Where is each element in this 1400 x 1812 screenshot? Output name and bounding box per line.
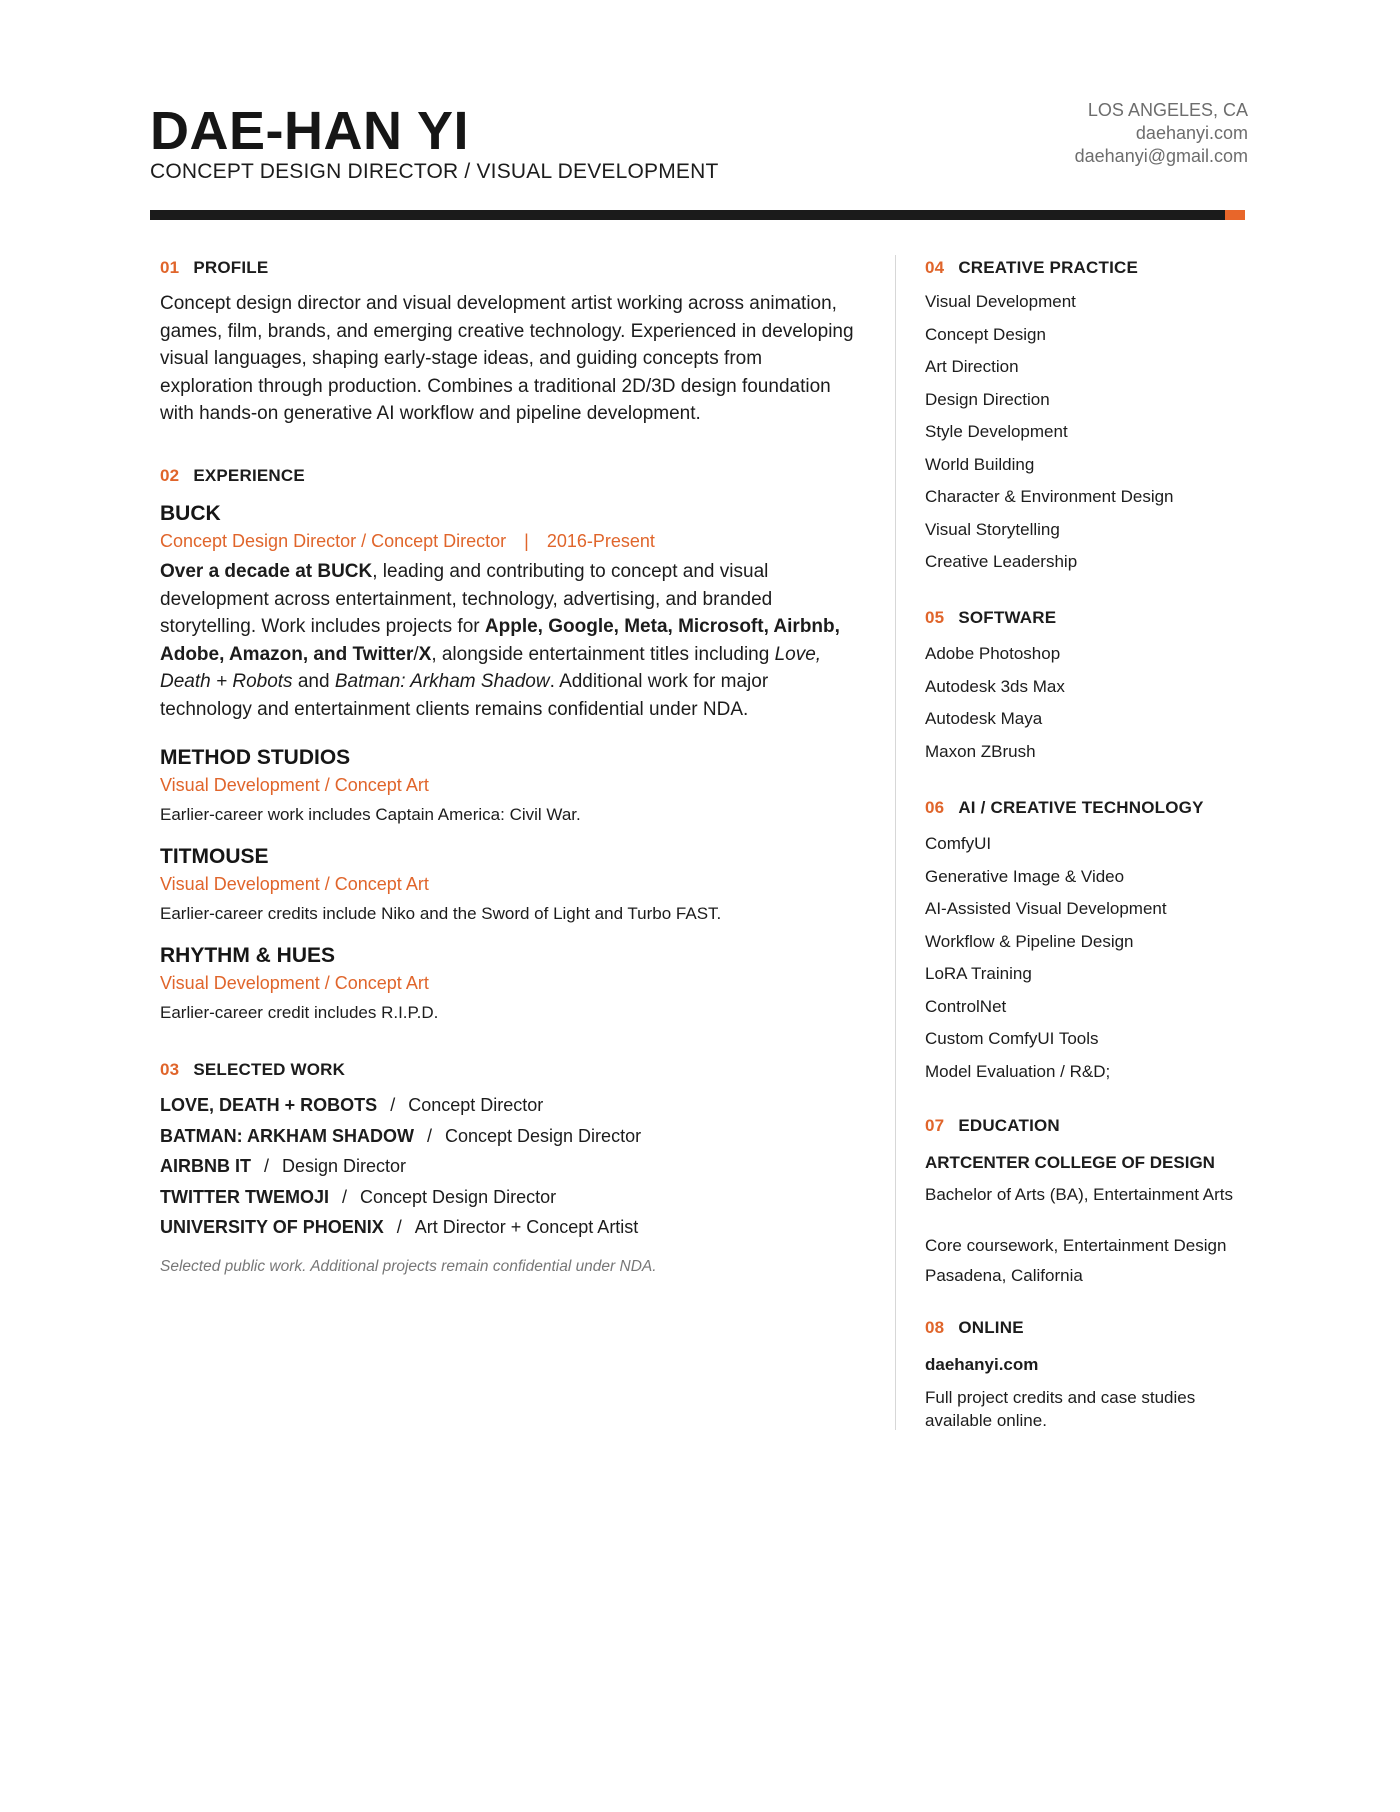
separator: / (264, 1156, 270, 1176)
section-heading-software (925, 608, 1056, 628)
list-item (160, 1212, 641, 1243)
job-dates: 2016-Present (546, 531, 655, 551)
desc-bold-clients: Apple, Google, Meta, Microsoft, Airbnb, Adobe, Amazon, and Twitter (160, 616, 840, 665)
desc-text: , leading and contributing to concept and visual development across entertainment, technology, advertising, and branded storytelling. Work includes projects for (160, 561, 773, 637)
list-item: World Building (925, 454, 1035, 474)
desc-bold-decade: Over a decade at BUCK (160, 561, 373, 582)
desc-italic-ldr: Love, Death + Robots (160, 643, 822, 692)
project-role: Concept Design Director (444, 1125, 642, 1146)
candidate-name: DAE-HAN YI (150, 101, 470, 161)
project-name: UNIVERSITY OF PHOENIX (160, 1217, 384, 1237)
section-number: 05 (925, 608, 945, 627)
list-item: Creative Leadership (925, 552, 1078, 571)
section-number: 01 (160, 258, 180, 277)
project-name: AIRBNB IT (160, 1156, 251, 1176)
location: LOS ANGELES, CA (1087, 100, 1248, 120)
job-role-rhythm: Visual Development / Concept Art (160, 973, 429, 993)
desc-text: . Additional work for major technology and entertainment clients remains confidential under NDA. (160, 671, 769, 720)
list-item (160, 1121, 641, 1152)
section-title: AI / CREATIVE TECHNOLOGY (958, 798, 1204, 817)
project-name: LOVE, DEATH + ROBOTS (160, 1095, 378, 1115)
section-number: 04 (925, 258, 945, 277)
section-number: 02 (160, 466, 180, 485)
project-name: BATMAN: ARKHAM SHADOW (160, 1125, 414, 1146)
job-description-buck (160, 558, 865, 723)
list-item: Visual Storytelling (925, 519, 1060, 539)
section-title: ONLINE (958, 1318, 1024, 1337)
list-item: Model Evaluation / R&D; (925, 1061, 1111, 1081)
section-title: EXPERIENCE (193, 466, 305, 485)
list-item: Design Direction (925, 389, 1050, 409)
list-item: Visual Development (925, 292, 1076, 311)
list-item: Maxon ZBrush (925, 741, 1036, 761)
software-list (925, 638, 1065, 768)
list-item: ComfyUI (925, 834, 992, 853)
list-item: Adobe Photoshop (925, 644, 1061, 663)
project-role: Concept Design Director (360, 1186, 557, 1207)
section-number: 06 (925, 798, 945, 817)
project-role: Concept Director (408, 1095, 544, 1115)
separator: / (426, 1125, 432, 1146)
profile-text: Concept design director and visual development artist working across animation, games, film, brands, and emerging creative technology. Experienced in developing visual languages, shaping early-stage ideas, and guiding concepts from exploration through production. Combines a traditional 2D/3D design foundation with hands-on generative AI workflow and pipeline development. (160, 293, 854, 424)
section-title: PROFILE (193, 258, 269, 277)
section-heading-creative-practice (925, 258, 1138, 278)
section-number: 08 (925, 1318, 945, 1337)
project-name: TWITTER TWEMOJI (160, 1186, 329, 1207)
list-item: Art Direction (925, 357, 1019, 376)
list-item: Autodesk Maya (925, 709, 1043, 728)
job-note-method: Earlier-career work includes Captain America: Civil War. (160, 805, 581, 824)
list-item: LoRA Training (925, 964, 1032, 983)
list-item: ControlNet (925, 996, 1007, 1016)
email-link[interactable]: daehanyi@gmail.com (1074, 146, 1248, 166)
list-item (160, 1090, 641, 1121)
list-item: Style Development (925, 422, 1068, 441)
role-separator: | (524, 531, 529, 551)
online-note: Full project credits and case studies available online. (925, 1388, 1196, 1430)
ai-tech-list (925, 828, 1167, 1088)
separator: / (390, 1095, 396, 1115)
education-degree: Bachelor of Arts (BA), Entertainment Arts (925, 1185, 1234, 1204)
education-coursework: Core coursework, Entertainment Design (925, 1236, 1227, 1255)
candidate-title: CONCEPT DESIGN DIRECTOR / VISUAL DEVELOPMENT (150, 160, 719, 183)
section-heading-profile (160, 258, 268, 278)
header-rule (150, 210, 1225, 220)
section-number: 03 (160, 1060, 180, 1079)
selected-work-footnote: Selected public work. Additional projects remain confidential under NDA. (160, 1258, 657, 1275)
desc-bold-x: X (418, 643, 432, 665)
section-heading-ai-tech (925, 798, 1204, 818)
desc-italic-batman: Batman: Arkham Shadow (334, 671, 550, 692)
section-heading-online (925, 1318, 1024, 1338)
job-role-title: Concept Design Director / Concept Director (160, 531, 507, 551)
desc-text: / (413, 643, 419, 665)
education-location: Pasadena, California (925, 1266, 1083, 1285)
section-title: SOFTWARE (958, 608, 1057, 627)
section-title: SELECTED WORK (193, 1060, 346, 1079)
education-school: ARTCENTER COLLEGE OF DESIGN (925, 1153, 1215, 1172)
selected-work-list (160, 1090, 641, 1243)
project-role: Design Director (282, 1156, 407, 1176)
list-item (160, 1151, 641, 1182)
job-note-titmouse: Earlier-career credits include Niko and the Sword of Light and Turbo FAST. (160, 904, 722, 923)
section-title: EDUCATION (958, 1116, 1060, 1135)
column-divider (895, 255, 896, 1430)
separator: / (396, 1217, 402, 1237)
job-role-buck (160, 531, 655, 552)
section-title: CREATIVE PRACTICE (958, 258, 1139, 277)
creative-practice-list (925, 286, 1174, 579)
job-company-rhythm: RHYTHM & HUES (160, 944, 336, 967)
section-heading-selected-work (160, 1060, 345, 1080)
job-company-buck: BUCK (160, 502, 221, 525)
job-company-titmouse: TITMOUSE (160, 845, 269, 868)
project-role: Art Director + Concept Artist (414, 1217, 639, 1237)
list-item: Concept Design (925, 324, 1046, 344)
list-item: Character & Environment Design (925, 487, 1174, 506)
list-item (160, 1182, 641, 1213)
job-company-method: METHOD STUDIOS (160, 746, 351, 769)
section-heading-experience (160, 466, 305, 486)
section-number: 07 (925, 1116, 945, 1135)
list-item: AI-Assisted Visual Development (925, 899, 1167, 918)
section-heading-education (925, 1116, 1060, 1136)
list-item: Generative Image & Video (925, 866, 1125, 886)
list-item: Workflow & Pipeline Design (925, 931, 1134, 951)
job-role-method: Visual Development / Concept Art (160, 775, 429, 795)
list-item: Autodesk 3ds Max (925, 676, 1065, 696)
website-link[interactable]: daehanyi.com (1135, 123, 1248, 143)
list-item: Custom ComfyUI Tools (925, 1029, 1099, 1048)
desc-text: and (292, 671, 335, 692)
header-rule-accent (1225, 210, 1245, 220)
separator: / (341, 1186, 347, 1207)
job-note-rhythm: Earlier-career credit includes R.I.P.D. (160, 1003, 439, 1022)
desc-text: , alongside entertainment titles including (431, 643, 775, 665)
online-website-link[interactable]: daehanyi.com (925, 1355, 1039, 1374)
contact-block (1075, 99, 1248, 168)
job-role-titmouse: Visual Development / Concept Art (160, 874, 429, 894)
